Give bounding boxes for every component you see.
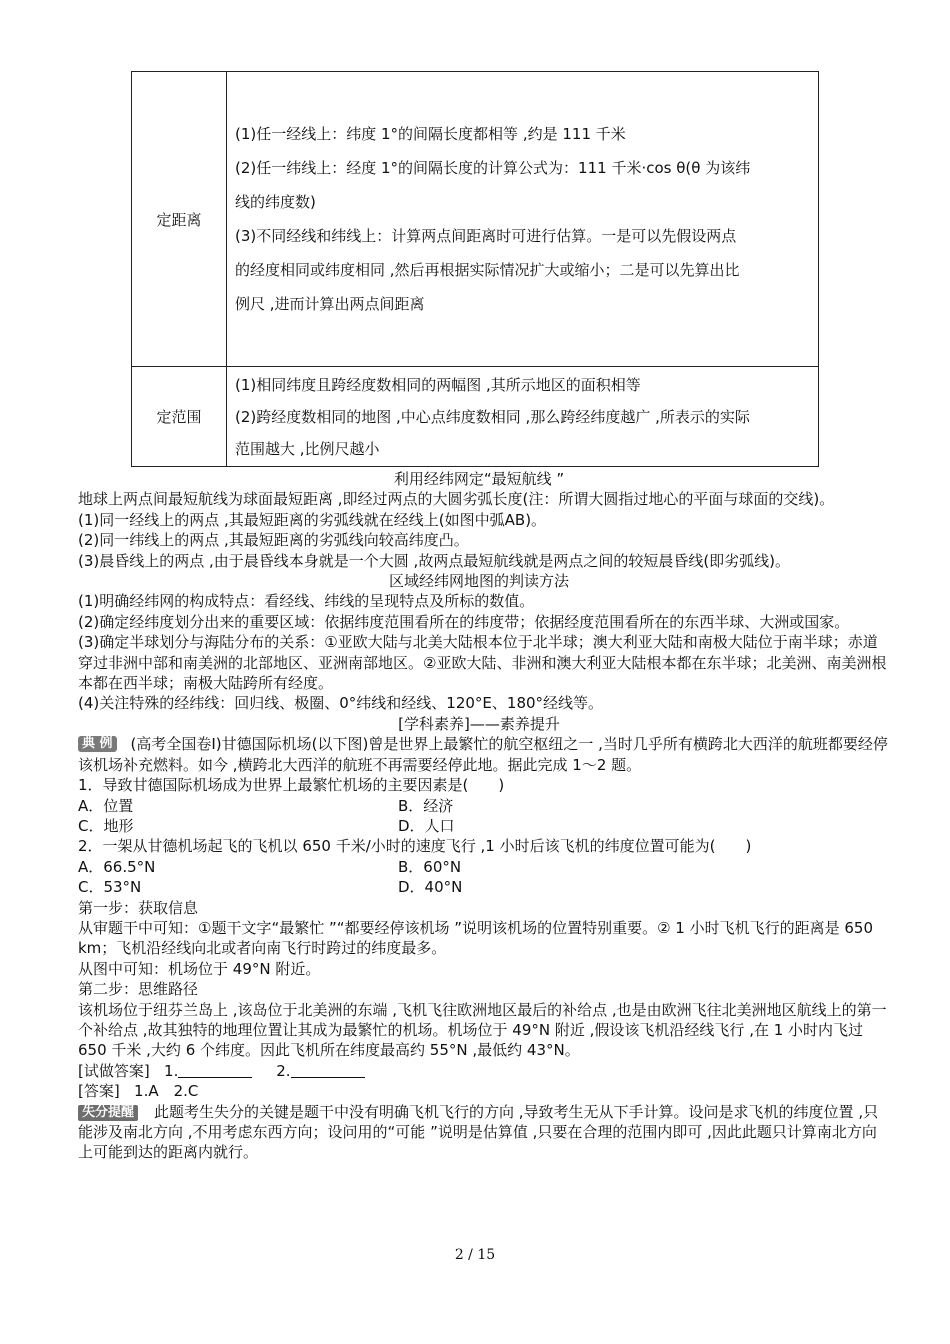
cell-line: 线的纬度数) [235,193,316,211]
knowledge-table [131,71,819,467]
cell-line: (3)不同经线和纬线上：计算两点间距离时可进行估算。一是可以先假设两点 [235,227,737,245]
list-item: (3)确定半球划分与海陆分布的关系：①亚欧大陆与北美大陆根本位于北半球；澳大利亚大陆和南极大陆位于南半球；赤道穿过非洲中部和南美洲的北部地区、亚洲南部地区。②亚欧大陆、非洲和澳大利亚大陆根本都在东半球；北美洲、南美洲根本都在西半球；南极大陆跨所有经度。 [78,633,887,693]
tip-paragraph [68,1102,890,1163]
step-title: 第一步：获取信息 [78,898,199,917]
try-blank-label: 1. [164,1061,179,1080]
paragraph: 地球上两点间最短航线为球面最短距离 ,即经过两点的大圆劣弧长度(注：所谓大圆指过地心的平面与球面的交线)。 [78,490,835,509]
list-item: (1)同一经线上的两点 ,其最短距离的劣弧线就在经线上(如图中弧AB)。 [78,510,547,529]
table-row [132,367,819,467]
question-2: 2．一架从甘德机场起飞的飞机以 650 千米/小时的速度飞行 ,1 小时后该飞机的纬度位置可能为( ) [78,837,752,856]
question-1: 1．导致甘德国际机场成为世界上最繁忙机场的主要因素是( ) [78,776,505,795]
answer-blank [178,1063,252,1078]
cell-line: 范围越大 ,比例尺越小 [235,439,380,458]
answer-text: 1.A 2.C [134,1082,199,1101]
document-body [68,469,890,1163]
cell-line: 的经度相同或纬度相同 ,然后再根据实际情况扩大或缩小；二是可以先算出比 [235,261,740,279]
page-number: 2 / 15 [454,1247,496,1263]
list-item: (1)明确经纬网的构成特点：看经线、纬线的呈现特点及所标的数值。 [78,592,535,611]
try-answer-line [68,1061,890,1081]
option: B．60°N [398,857,462,876]
option: A．66.5°N [78,857,156,876]
paragraph: 该机场位于纽芬兰岛上 ,该岛位于北美洲的东端 ,飞机飞往欧洲地区最后的补给点 ,也是由欧洲飞往北美洲地区航线上的第一个补给点 ,故其独特的地理位置让其成为最繁忙的机场。机场位于 49°N 附近 ,假设该飞机沿经线飞行 ,在 1 小时内飞过 650 千米 ,大约 6 个纬度。因此飞机所在纬度最高约 55°N ,最低约 43°N。 [78,1000,887,1060]
row-content [227,367,819,467]
option: B．经济 [398,796,454,815]
section-title: 区域经纬网地图的判读方法 [388,572,569,591]
tip-badge: 失分提醒 [78,1105,138,1121]
cell-line: (1)相同纬度且跨经度数相同的两幅图 ,其所示地区的面积相等 [235,375,641,394]
cell-line: (2)跨经度数相同的地图 ,中心点纬度数相同 ,那么跨经纬度越广 ,所表示的实际 [235,407,750,426]
row-label: 定范围 [132,367,227,467]
q1-options-row [68,816,890,836]
row-label: 定距离 [132,72,227,367]
list-item: (4)关注特殊的经纬线：回归线、极圈、0°纬线和经线、120°E、180°经线等。 [78,694,604,713]
option: C．地形 [78,816,134,835]
paragraph: 从图中可知：机场位于 49°N 附近。 [78,959,321,978]
q2-options-row [68,877,890,897]
example-badge: 典 例 [78,736,117,752]
q2-options-row [68,857,890,877]
paragraph: 从审题干中可知：①题干文字“最繁忙 ”“都要经停该机场 ”说明该机场的位置特别重要。② 1 小时飞机飞行的距离是 650 km；飞机沿经线向北或者向南飞行时跨过的纬度最多。 [78,918,873,958]
step-title: 第二步：思维路径 [78,980,199,999]
section-title: [学科素养]——素养提升 [398,714,560,733]
q1-options-row [68,796,890,816]
list-item: (2)确定经纬度划分出来的重要区域：依据纬度范围看所在的纬度带；依据经度范围看所在的东西半球、大洲或国家。 [78,612,850,631]
example-paragraph [68,734,890,775]
try-label: [试做答案] [78,1061,150,1080]
cell-line: (1)任一经线上：纬度 1°的间隔长度都相等 ,约是 111 千米 [235,125,626,143]
tip-text: 此题考生失分的关键是题干中没有明确飞机飞行的方向 ,导致考生无从下手计算。设问是求飞机的纬度位置 ,只能涉及南北方向 ,不用考虑东西方向；设问用的“可能 ”说明是估算值 ,只要在合理的范围内即可 ,因此此题只计算南北方向上可能到达的距离内就行。 [78,1102,879,1162]
try-blank-label: 2. [276,1061,291,1080]
cell-line: (2)任一纬线上：经度 1°的间隔长度的计算公式为：111 千米·cos θ(θ 为该纬 [235,159,751,177]
list-item: (2)同一纬线上的两点 ,其最短距离的劣弧线向较高纬度凸。 [78,531,469,550]
example-text: (高考全国卷Ⅰ)甘德国际机场(以下图)曾是世界上最繁忙的航空枢纽之一 ,当时几乎所有横跨北大西洋的航班都要经停该机场补充燃料。如今 ,横跨北大西洋的航班不再需要经停此地。据此完成 1～2 题。 [78,735,888,774]
option: C．53°N [78,878,142,897]
row-content [227,72,819,367]
answer-line [68,1081,890,1101]
option: D．人口 [398,816,455,835]
section-title: 利用经纬网定“最短航线 ” [393,470,565,488]
cell-line: 例尺 ,进而计算出两点间距离 [235,295,425,313]
answer-label: [答案] [78,1082,120,1101]
option: A．位置 [78,796,134,815]
answer-blank [291,1063,365,1078]
list-item: (3)晨昏线上的两点 ,由于晨昏线本身就是一个大圆 ,故两点最短航线就是两点之间的较短晨昏线(即劣弧线)。 [78,551,791,570]
table-row [132,72,819,367]
option: D．40°N [398,878,463,897]
